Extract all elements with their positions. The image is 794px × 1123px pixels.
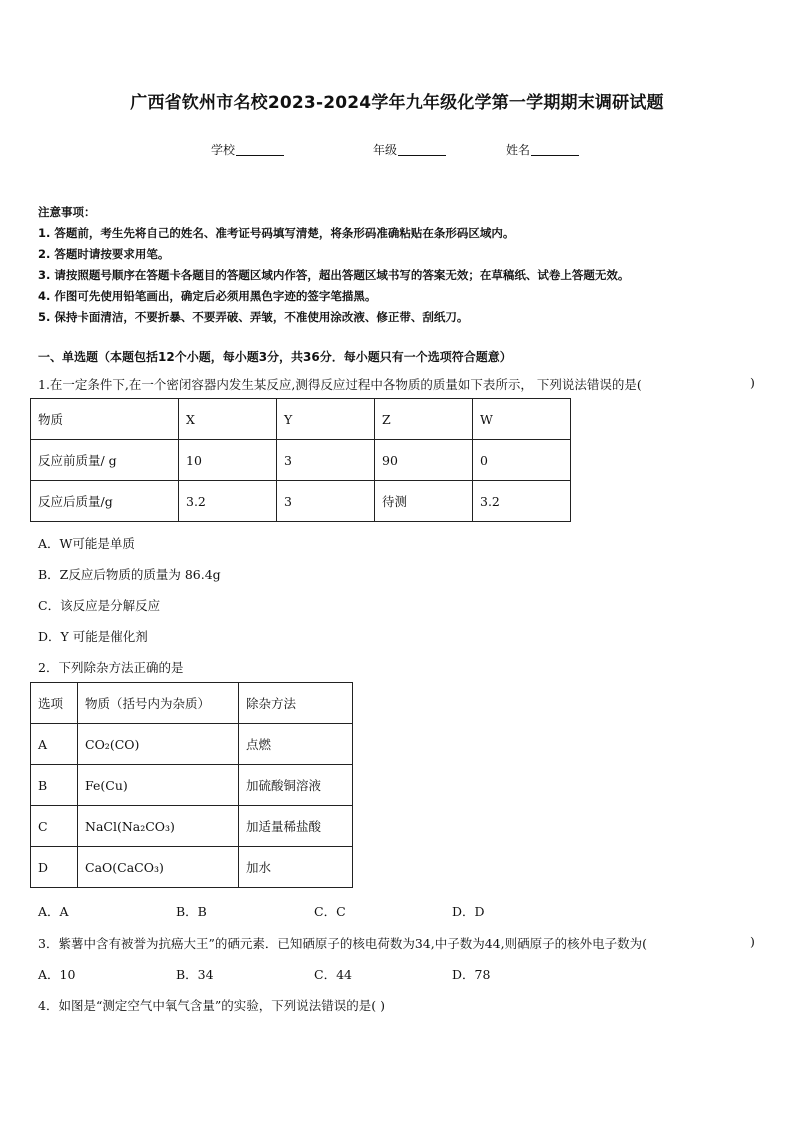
notice-item: 5. 保持卡面清洁，不要折暴、不要弄破、弄皱，不准使用涂改液、修正带、刮纸刀。 [38,310,469,324]
table-cell: 10 [179,440,277,481]
grade-label: 年级 [373,143,398,157]
table-cell: 加水 [239,847,353,888]
table-cell: CO₂(CO) [78,724,239,765]
table-cell: Y [277,399,375,440]
table-cell: 待测 [375,481,473,522]
question-1-option-a: A．W可能是单质 [38,536,135,551]
notice-item: 1. 答题前，考生先将自己的姓名、准考证号码填写清楚，将条形码准确粘贴在条形码区域内。 [38,226,515,240]
table-cell: W [473,399,571,440]
table-row [31,847,353,888]
table-cell: 3 [277,440,375,481]
page-title: 广西省钦州市名校2023-2024学年九年级化学第一学期期末调研试题 [130,93,664,113]
table-cell: 3.2 [473,481,571,522]
question-3-option-a: A．10 [38,967,76,982]
question-3-option-b: B．34 [176,967,214,982]
question-3-stem: 3．紫薯中含有被誉为抗癌大王”的硒元素．已知硒原子的核电荷数为34,中子数为44,则硒原子的核外电子数为( [38,936,647,951]
question-1-paren: ) [750,375,755,390]
question-2-option-b: B．B [176,904,207,919]
table-cell: D [31,847,78,888]
table-cell: 反应后质量/g [31,481,179,522]
table-cell: 3.2 [179,481,277,522]
table-cell: 物质 [31,399,179,440]
table-cell: 加适量稀盐酸 [239,806,353,847]
question-1-option-b: B．Z反应后物质的质量为 86.4g [38,567,221,582]
school-blank [236,143,284,156]
table-cell: 物质（括号内为杂质） [78,683,239,724]
notice-item: 3. 请按照题号顺序在答题卡各题目的答题区域内作答，超出答题区域书写的答案无效；在草稿纸、试卷上答题无效。 [38,268,630,282]
table-cell: 反应前质量/ g [31,440,179,481]
notice-heading: 注意事项： [38,205,96,219]
table-cell: A [31,724,78,765]
question-1-option-c: C．该反应是分解反应 [38,598,161,613]
name-blank [531,143,579,156]
table-row [31,724,353,765]
table-header-row [31,399,571,440]
question-3-option-d: D．78 [452,967,491,982]
name-field [506,141,579,158]
question-2-option-d: D．D [452,904,485,919]
table-cell: 选项 [31,683,78,724]
name-label: 姓名 [506,143,531,157]
section-heading: 一、单选题（本题包括12个小题，每小题3分，共36分．每小题只有一个选项符合题意） [38,350,512,364]
table-cell: Fe(Cu) [78,765,239,806]
question-3-paren: ) [750,934,755,949]
table-cell: 点燃 [239,724,353,765]
question-4-stem: 4．如图是“测定空气中氧气含量”的实验，下列说法错误的是( ) [38,998,385,1013]
table-cell: C [31,806,78,847]
notice-item: 2. 答题时请按要求用笔。 [38,247,170,261]
table-cell: Z [375,399,473,440]
table-cell: X [179,399,277,440]
table-cell: B [31,765,78,806]
question-2-table [30,682,353,888]
question-3-option-c: C．44 [314,967,352,982]
table-cell: NaCl(Na₂CO₃) [78,806,239,847]
table-cell: 0 [473,440,571,481]
question-2-option-a: A．A [38,904,69,919]
question-1-table [30,398,571,522]
table-cell: 90 [375,440,473,481]
table-cell: CaO(CaCO₃) [78,847,239,888]
notice-item: 4. 作图可先使用铅笔画出，确定后必须用黑色字迹的签字笔描黑。 [38,289,377,303]
table-cell: 加硫酸铜溶液 [239,765,353,806]
table-row [31,765,353,806]
school-field [211,141,284,158]
table-header-row [31,683,353,724]
question-2-option-c: C．C [314,904,346,919]
grade-blank [398,143,446,156]
grade-field [373,141,446,158]
school-label: 学校 [211,143,236,157]
table-row [31,440,571,481]
question-1-stem: 1.在一定条件下,在一个密闭容器内发生某反应,测得反应过程中各物质的质量如下表所示， 下列说法错误的是( [38,377,642,392]
table-cell: 除杂方法 [239,683,353,724]
table-row [31,806,353,847]
table-cell: 3 [277,481,375,522]
question-2-stem: 2．下列除杂方法正确的是 [38,660,184,675]
table-row [31,481,571,522]
question-1-option-d: D．Y 可能是催化剂 [38,629,148,644]
